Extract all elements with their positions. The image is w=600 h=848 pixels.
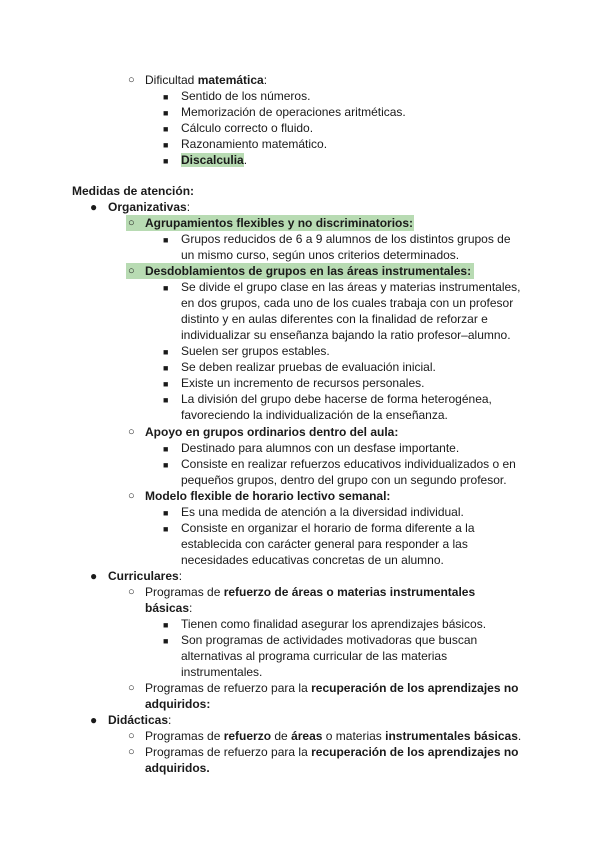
list-item: Tienen como finalidad asegurar los aprendizajes básicos. bbox=[181, 617, 487, 631]
square-bullet-icon: ■ bbox=[163, 395, 169, 405]
list-item: La división del grupo debe hacerse de forma heterogénea, bbox=[181, 392, 492, 406]
list-item-organizativas: Organizativas: bbox=[108, 200, 191, 214]
list-item-discalculia: Discalculia. bbox=[181, 153, 248, 167]
square-bullet-icon: ■ bbox=[163, 363, 169, 373]
list-item-programas-recuperacion: Programas de refuerzo para la recuperación de los aprendizajes no bbox=[145, 681, 519, 695]
square-bullet-icon: ■ bbox=[163, 460, 169, 470]
square-bullet-icon: ■ bbox=[163, 283, 169, 293]
list-item-didacticas: Didácticas: bbox=[108, 713, 172, 727]
list-item-continuation: favoreciendo la individualización de la enseñanza. bbox=[181, 408, 448, 422]
square-bullet-icon: ■ bbox=[163, 620, 169, 630]
list-item-modelo: Modelo flexible de horario lectivo semanal: bbox=[145, 489, 391, 503]
circle-bullet-icon: ○ bbox=[128, 74, 135, 86]
list-item: Razonamiento matemático. bbox=[181, 137, 328, 151]
list-item-apoyo: Apoyo en grupos ordinarios dentro del aula: bbox=[145, 425, 399, 439]
list-item-continuation: básicas: bbox=[145, 601, 193, 615]
list-item-agrupamientos: Agrupamientos flexibles y no discriminatorios: bbox=[145, 216, 414, 230]
square-bullet-icon: ■ bbox=[163, 347, 169, 357]
square-bullet-icon: ■ bbox=[163, 508, 169, 518]
list-item: Grupos reducidos de 6 a 9 alumnos de los distintos grupos de bbox=[181, 232, 511, 246]
circle-bullet-icon: ○ bbox=[128, 586, 135, 598]
list-item-curriculares: Curriculares: bbox=[108, 569, 183, 583]
list-item: Suelen ser grupos estables. bbox=[181, 344, 330, 358]
square-bullet-icon: ■ bbox=[163, 108, 169, 118]
list-item: Consiste en realizar refuerzos educativos individualizados o en bbox=[181, 457, 516, 471]
list-item: Sentido de los números. bbox=[181, 89, 311, 103]
list-item: Es una medida de atención a la diversidad individual. bbox=[181, 505, 464, 519]
list-item: Se divide el grupo clase en las áreas y materias instrumentales, bbox=[181, 280, 521, 294]
list-item-continuation: alternativas al programa curricular de las materias bbox=[181, 649, 448, 663]
list-item: Son programas de actividades motivadoras que buscan bbox=[181, 633, 478, 647]
list-item-continuation: necesidades educativas concretas de un alumno. bbox=[181, 553, 444, 567]
circle-bullet-icon: ○ bbox=[128, 265, 135, 277]
square-bullet-icon: ■ bbox=[163, 156, 169, 166]
square-bullet-icon: ■ bbox=[163, 524, 169, 534]
list-item-programas-recuperacion-didacticas: Programas de refuerzo para la recuperación de los aprendizajes no bbox=[145, 745, 519, 759]
disc-bullet-icon: ● bbox=[90, 713, 98, 727]
list-item-programas-refuerzo-didacticas: Programas de refuerzo de áreas o materias instrumentales básicas. bbox=[145, 729, 522, 743]
list-item: Cálculo correcto o fluido. bbox=[181, 121, 314, 135]
list-item-continuation: establecida con carácter general para responder a las bbox=[181, 537, 468, 551]
square-bullet-icon: ■ bbox=[163, 92, 169, 102]
list-item-desdoblamientos: Desdoblamientos de grupos en las áreas instrumentales: bbox=[145, 264, 472, 278]
circle-bullet-icon: ○ bbox=[128, 426, 135, 438]
list-item-dificultad: Dificultad matemática: bbox=[145, 73, 268, 87]
list-item-continuation: en dos grupos, cada uno de los cuales trabaja con un profesor bbox=[181, 296, 514, 310]
list-item: Existe un incremento de recursos personales. bbox=[181, 376, 425, 390]
list-item-continuation: pequeños grupos, dentro del grupo con un segundo profesor. bbox=[181, 473, 507, 487]
list-item-continuation: adquiridos. bbox=[145, 761, 210, 775]
list-item: Se deben realizar pruebas de evaluación inicial. bbox=[181, 360, 436, 374]
circle-bullet-icon: ○ bbox=[128, 746, 135, 758]
circle-bullet-icon: ○ bbox=[128, 490, 135, 502]
list-item: Destinado para alumnos con un desfase importante. bbox=[181, 441, 460, 455]
circle-bullet-icon: ○ bbox=[128, 682, 135, 694]
square-bullet-icon: ■ bbox=[163, 379, 169, 389]
disc-bullet-icon: ● bbox=[90, 200, 98, 214]
list-item: Memorización de operaciones aritméticas. bbox=[181, 105, 406, 119]
list-item-programas-refuerzo: Programas de refuerzo de áreas o materias instrumentales bbox=[145, 585, 476, 599]
square-bullet-icon: ■ bbox=[163, 140, 169, 150]
list-item-continuation: distinto y en aulas diferentes con la finalidad de reforzar e bbox=[181, 312, 488, 326]
circle-bullet-icon: ○ bbox=[128, 730, 135, 742]
circle-bullet-icon: ○ bbox=[128, 217, 135, 229]
section-heading: Medidas de atención: bbox=[72, 184, 195, 198]
square-bullet-icon: ■ bbox=[163, 235, 169, 245]
list-item: Consiste en organizar el horario de forma diferente a la bbox=[181, 521, 475, 535]
disc-bullet-icon: ● bbox=[90, 569, 98, 583]
square-bullet-icon: ■ bbox=[163, 636, 169, 646]
square-bullet-icon: ■ bbox=[163, 444, 169, 454]
list-item-continuation: un mismo curso, según unos criterios determinados. bbox=[181, 248, 460, 262]
list-item-continuation: individualizar su enseñanza bajando la ratio profesor–alumno. bbox=[181, 328, 511, 342]
list-item-continuation: instrumentales. bbox=[181, 665, 263, 679]
list-item-continuation: adquiridos: bbox=[145, 697, 211, 711]
square-bullet-icon: ■ bbox=[163, 124, 169, 134]
